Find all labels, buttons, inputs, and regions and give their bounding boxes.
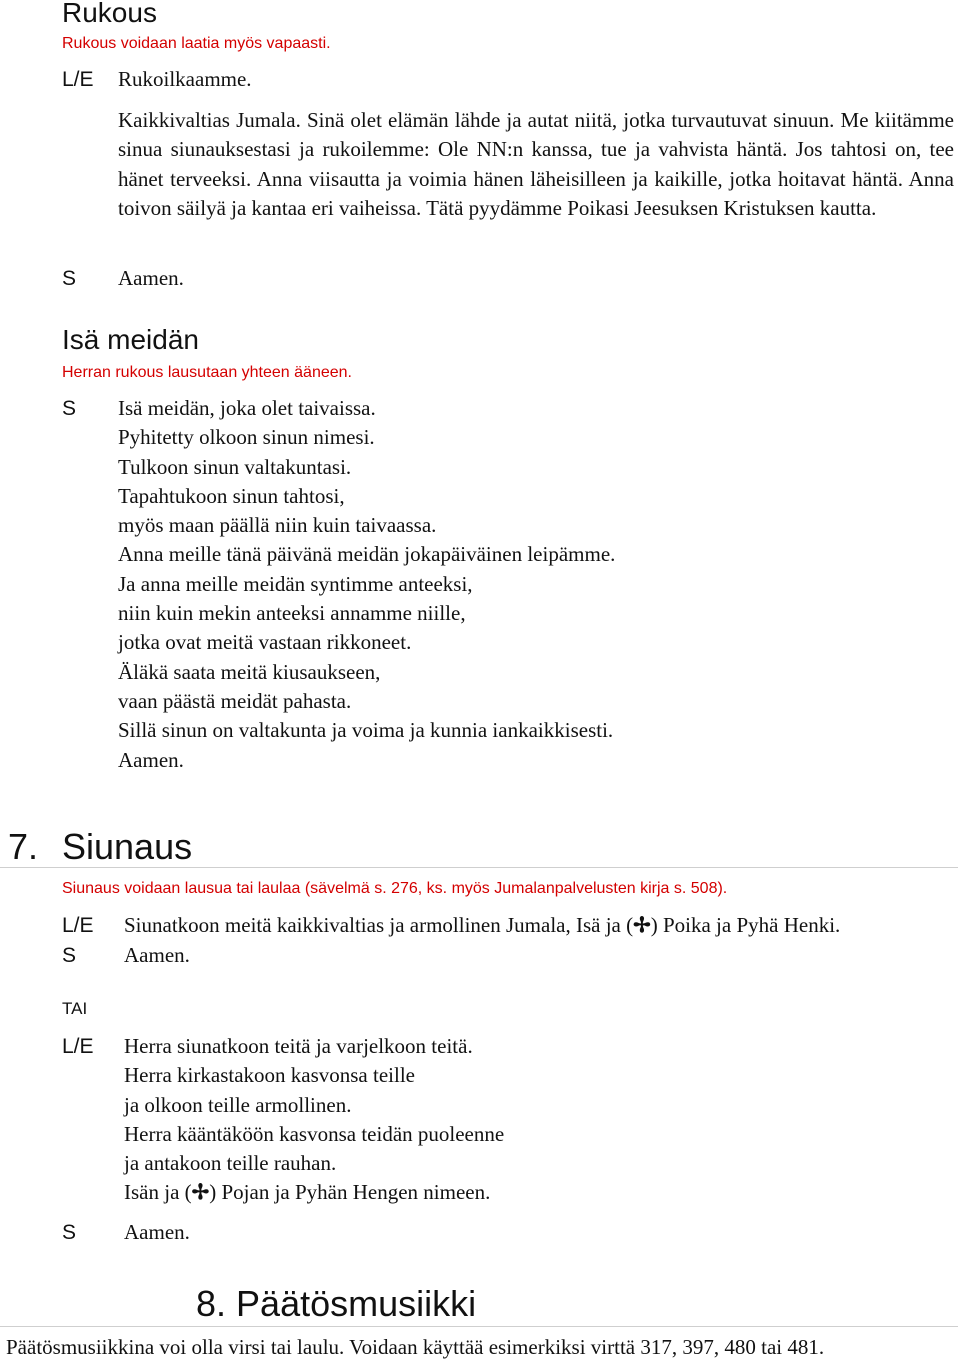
isa-meidan-note: Herran rukous lausutaan yhteen ääneen. xyxy=(62,364,352,381)
siunaus-heading: Siunaus xyxy=(62,826,193,867)
prayer-invitation: Rukoilkaamme. xyxy=(118,67,252,91)
speaker-label-s: S xyxy=(62,944,77,967)
blessing-line: ja olkoon teille armollinen. xyxy=(124,1092,352,1117)
prayer-line: vaan päästä meidät pahasta. xyxy=(118,688,352,713)
prayer-line: Tulkoon sinun valtakuntasi. xyxy=(118,454,352,479)
prayer-text: Kaikkivaltias Jumala. Sinä olet elämän lähde ja autat niitä, jotka turvautuvat sinuun. Me kiitämme sinua siunauksestasi ja rukoilemme: Ole NN:n kanssa, tue ja vahvista häntä. Jos tahtosi on, tee hänet terveeksi. Anna viisautta ja voimia hänen läheisilleen ja kaikille, jotka hoitavat häntä. Anna toivon säilyä ja kantaa eri vaiheissa. Tätä pyydämme Poikasi Jeesuksen Kristuksen kautta. xyxy=(118,108,954,220)
blessing-text xyxy=(124,911,840,940)
rukous-heading: Rukous xyxy=(62,0,157,28)
blessing-line: ja antakoon teille rauhan. xyxy=(124,1151,337,1176)
rukous-note: Rukous voidaan laatia myös vapaasti. xyxy=(62,35,331,52)
amen-response: Aamen. xyxy=(124,943,190,967)
prayer-line: Äläkä saata meitä kiusaukseen, xyxy=(118,659,381,684)
prayer-line: Ja anna meille meidän syntimme anteeksi, xyxy=(118,571,473,596)
speaker-label-s: S xyxy=(62,397,77,420)
paatosmusiikki-heading xyxy=(196,1283,476,1325)
speaker-label-le: L/E xyxy=(62,1035,94,1058)
speaker-label-le: L/E xyxy=(62,914,94,937)
blessing-line xyxy=(124,1178,504,1207)
cross-icon: ✢ xyxy=(633,913,651,937)
isa-meidan-heading: Isä meidän xyxy=(62,324,199,355)
blessing-text-end: ) Poika ja Pyhä Henki. xyxy=(650,913,841,937)
blessing-line: Herra kirkastakoon kasvonsa teille xyxy=(124,1063,415,1088)
prayer-line: Isä meidän, joka olet taivaissa. xyxy=(118,396,376,420)
speaker-label-s: S xyxy=(62,1221,77,1244)
section-number: 8. xyxy=(196,1283,227,1324)
cross-icon: ✢ xyxy=(191,1180,210,1205)
prayer-line: Tapahtukoon sinun tahtosi, xyxy=(118,483,345,508)
amen-response: Aamen. xyxy=(124,1220,190,1244)
blessing-line: Herra siunatkoon teitä ja varjelkoon teitä. xyxy=(124,1034,473,1058)
blessing-line: Herra kääntäköön kasvonsa teidän puoleenne xyxy=(124,1121,505,1146)
section-divider xyxy=(0,867,958,868)
blessing-text-start: Siunatkoon meitä kaikkivaltias ja armollinen Jumala, Isä ja ( xyxy=(124,913,634,937)
blessing-line-end: ) Pojan ja Pyhän Hengen nimeen. xyxy=(209,1180,491,1205)
prayer-line: myös maan päällä niin kuin taivaassa. xyxy=(118,513,437,538)
lords-prayer-text xyxy=(118,394,615,775)
prayer-line: Pyhitetty olkoon sinun nimesi. xyxy=(118,425,375,450)
speaker-label-le: L/E xyxy=(62,68,94,91)
alternative-label: TAI xyxy=(62,999,88,1018)
speaker-label-s: S xyxy=(62,267,77,290)
paatosmusiikki-text: Päätösmusiikkina voi olla virsi tai laulu. Voidaan käyttää esimerkiksi virttä 317, 397, 480 tai 481. xyxy=(6,1335,825,1359)
prayer-line: Anna meille tänä päivänä meidän jokapäiväinen leipämme. xyxy=(118,542,616,567)
prayer-line: Sillä sinun on valtakunta ja voima ja kunnia iankaikkisesti. xyxy=(118,718,614,743)
amen-response: Aamen. xyxy=(118,266,184,290)
section-number: 7. xyxy=(8,826,39,867)
prayer-line: niin kuin mekin anteeksi annamme niille, xyxy=(118,601,466,626)
alternative-blessing-text xyxy=(124,1032,504,1208)
prayer-line: Aamen. xyxy=(118,747,184,772)
prayer-line: jotka ovat meitä vastaan rikkoneet. xyxy=(118,630,412,655)
blessing-line-start: Isän ja ( xyxy=(124,1180,192,1205)
section-title: Päätösmusiikki xyxy=(236,1283,477,1324)
siunaus-note: Siunaus voidaan lausua tai laulaa (sävelmä s. 276, ks. myös Jumalanpalvelusten kirja s. 508). xyxy=(62,880,728,897)
section-divider xyxy=(0,1326,958,1327)
